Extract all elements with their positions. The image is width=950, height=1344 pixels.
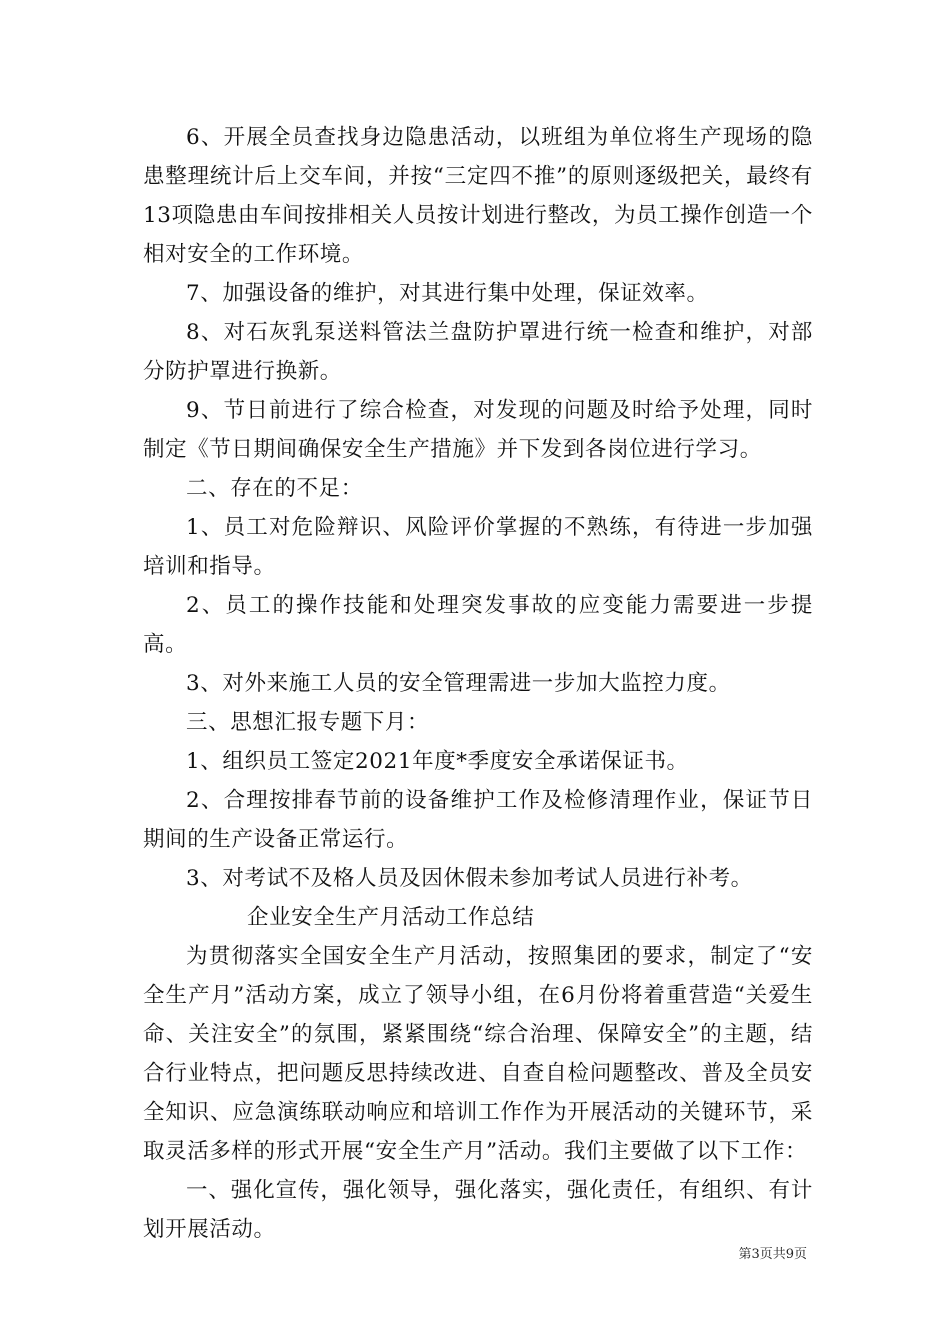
shortcoming-item-3: 3、对外来施工人员的安全管理需进一步加大监控力度。 <box>186 671 731 696</box>
section-heading-next-month: 三、思想汇报专题下月： <box>186 710 430 735</box>
section-title: 企业安全生产月活动工作总结 <box>247 905 535 930</box>
plan-item-2: 2、合理按排春节前的设备维护工作及检修清理作业，保证节日期间的生产设备正常运行。 <box>143 788 813 852</box>
paragraph-item-7: 7、加强设备的维护，对其进行集中处理，保证效率。 <box>186 281 709 306</box>
shortcoming-item-1: 1、员工对危险辩识、风险评价掌握的不熟练，有待进一步加强培训和指导。 <box>143 515 813 579</box>
plan-item-3: 3、对考试不及格人员及因休假未参加考试人员进行补考。 <box>186 866 753 891</box>
paragraph-item-9: 9、节日前进行了综合检查，对发现的问题及时给予处理，同时制定《节日期间确保安全生产措施》并下发到各岗位进行学习。 <box>143 398 813 462</box>
paragraph-item-6: 6、开展全员查找身边隐患活动，以班组为单位将生产现场的隐患整理统计后上交车间，并按“三定四不推”的原则逐级把关，最终有13项隐患由车间按排相关人员按计划进行整改，为员工操作创造一个相对安全的工作环境。 <box>143 125 813 267</box>
intro-paragraph: 为贯彻落实全国安全生产月活动，按照集团的要求，制定了“安全生产月”活动方案，成立了领导小组，在6月份将着重营造“关爱生命、关注安全”的氛围，紧紧围绕“综合治理、保障安全”的主题，结合行业特点，把问题反思持续改进、自查自检问题整改、普及全员安全知识、应急演练联动响应和培训工作作为开展活动的关键环节，采取灵活多样的形式开展“安全生产月”活动。我们主要做了以下工作： <box>143 944 813 1164</box>
paragraph-item-8: 8、对石灰乳泵送料管法兰盘防护罩进行统一检查和维护，对部分防护罩进行换新。 <box>143 320 813 384</box>
page-number: 第3页共9页 <box>738 1247 807 1262</box>
document-body <box>143 118 813 1249</box>
section-heading-shortcomings: 二、存在的不足： <box>186 476 363 501</box>
plan-item-1: 1、组织员工签定2021年度*季度安全承诺保证书。 <box>186 749 689 774</box>
work-item-1: 一、强化宣传，强化领导，强化落实，强化责任，有组织、有计划开展活动。 <box>143 1178 813 1242</box>
shortcoming-item-2: 2、员工的操作技能和处理突发事故的应变能力需要进一步提高。 <box>143 593 813 657</box>
